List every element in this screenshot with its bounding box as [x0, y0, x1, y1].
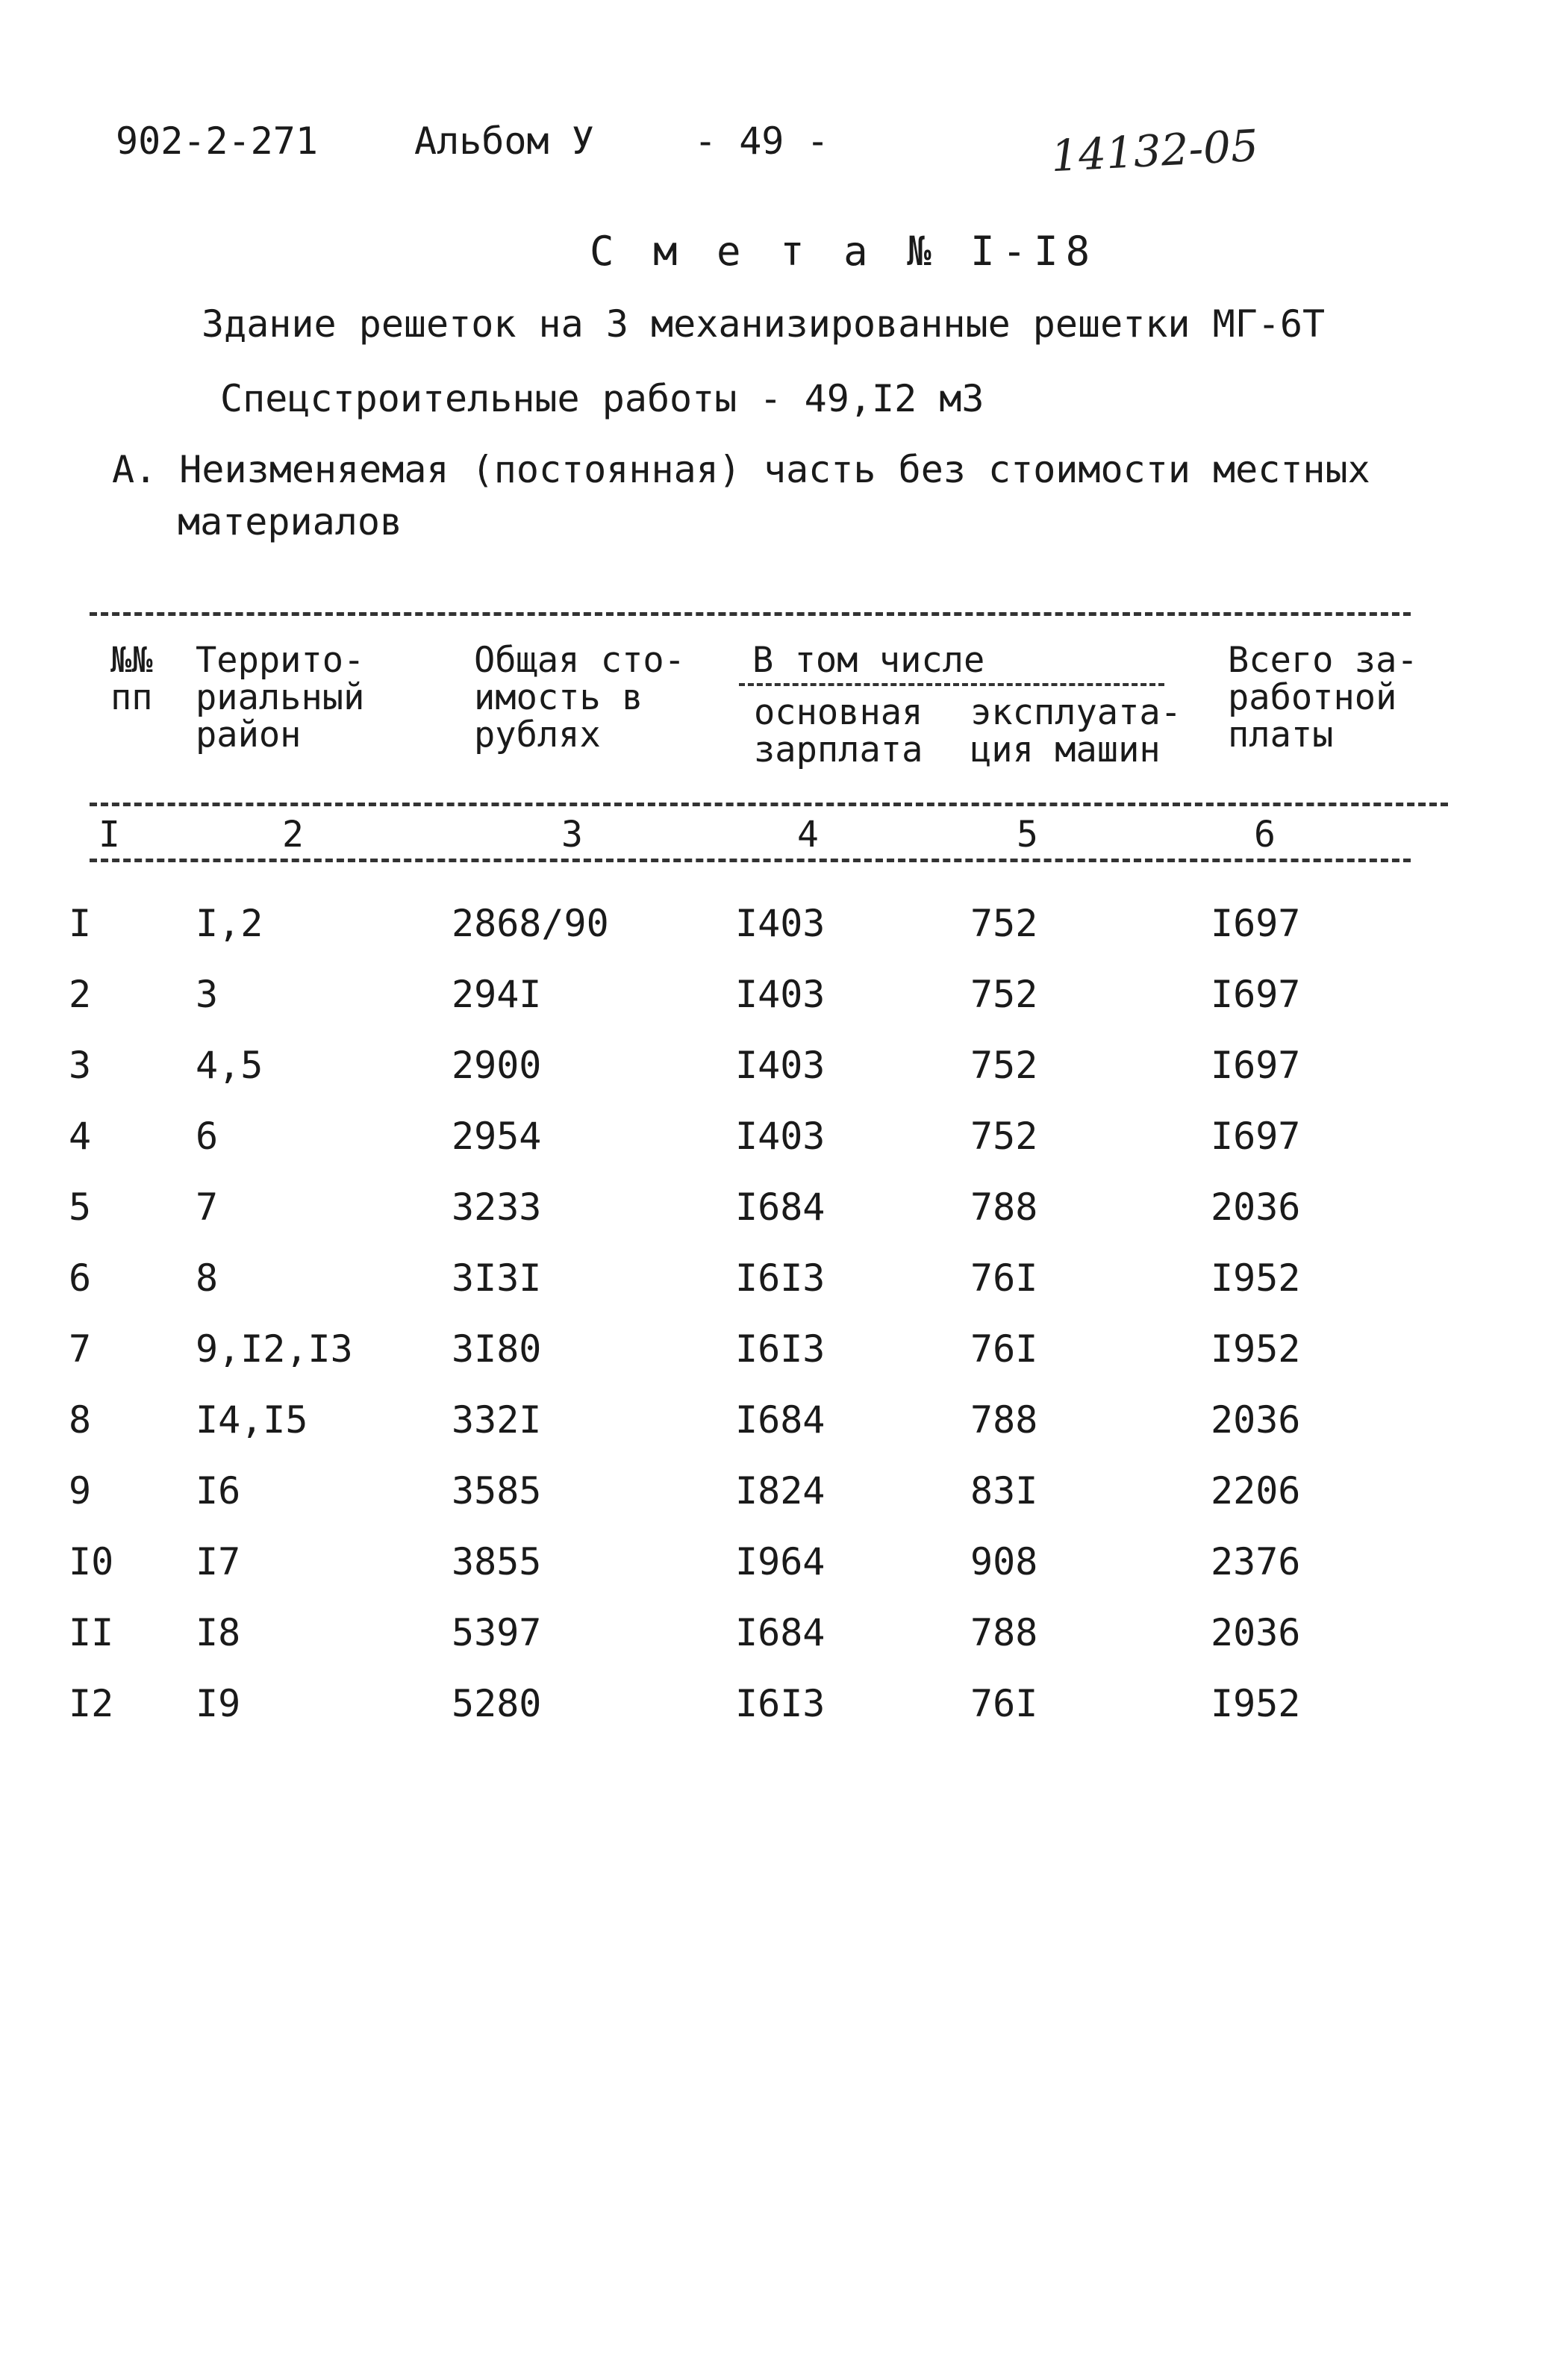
cell-total-wages: I952 — [1211, 1327, 1301, 1371]
cell-machine-operation: 83I — [970, 1469, 1038, 1513]
cell-row-number: 3 — [69, 1044, 92, 1087]
cell-total-wages: I952 — [1211, 1682, 1301, 1725]
cell-base-salary: I964 — [735, 1540, 826, 1583]
cell-total-cost: 3233 — [452, 1186, 542, 1229]
cell-region: I7 — [196, 1540, 241, 1583]
handwritten-code: 14132-05 — [1049, 119, 1260, 182]
cell-total-wages: I697 — [1211, 902, 1301, 945]
cell-base-salary: I6I3 — [735, 1327, 826, 1371]
table-top-rule — [90, 612, 1411, 616]
cell-total-cost: 3585 — [452, 1469, 542, 1513]
cell-total-wages: I697 — [1211, 973, 1301, 1016]
header-col-number: №№ пп — [110, 640, 153, 718]
header-col-total-wages: Всего за- работной платы — [1228, 640, 1418, 756]
column-number-4: 4 — [797, 814, 819, 856]
cell-total-cost: 294I — [452, 973, 542, 1016]
cell-machine-operation: 908 — [970, 1540, 1038, 1583]
cell-total-cost: 5397 — [452, 1611, 542, 1654]
cell-machine-operation: 788 — [970, 1398, 1038, 1442]
page-number: - 49 - — [694, 119, 829, 163]
section-heading-cont: материалов — [178, 500, 403, 543]
cell-base-salary: I6I3 — [735, 1682, 826, 1725]
header-col-total-cost: Общая сто- имость в рублях — [474, 640, 685, 756]
header-bottom-rule — [90, 803, 1448, 806]
cell-base-salary: I403 — [735, 973, 826, 1016]
cell-region: I4,I5 — [196, 1398, 308, 1442]
cell-machine-operation: 752 — [970, 1044, 1038, 1087]
cell-total-wages: 2036 — [1211, 1398, 1301, 1442]
cell-row-number: 9 — [69, 1469, 92, 1513]
header-group-including: В том числе — [752, 640, 985, 681]
cell-total-cost: 2954 — [452, 1115, 542, 1158]
header-col-base-salary: основная зарплата — [754, 692, 923, 770]
cell-row-number: I — [69, 902, 92, 945]
cell-machine-operation: 788 — [970, 1611, 1038, 1654]
cell-region: 6 — [196, 1115, 219, 1158]
column-number-1: I — [99, 814, 120, 856]
cell-base-salary: I403 — [735, 1115, 826, 1158]
cell-region: I,2 — [196, 902, 263, 945]
cell-row-number: I2 — [69, 1682, 114, 1725]
column-numbers-rule — [90, 859, 1411, 862]
cell-row-number: 7 — [69, 1327, 92, 1371]
cell-region: 9,I2,I3 — [196, 1327, 353, 1371]
cell-base-salary: I403 — [735, 1044, 826, 1087]
cell-total-cost: 3I3I — [452, 1256, 542, 1300]
cell-total-cost: 5280 — [452, 1682, 542, 1725]
cell-region: 8 — [196, 1256, 219, 1300]
building-description: Здание решеток на 3 механизированные решетки МГ-6Т — [202, 302, 1326, 346]
cell-row-number: II — [69, 1611, 114, 1654]
cell-base-salary: I403 — [735, 902, 826, 945]
column-number-5: 5 — [1017, 814, 1038, 856]
cell-base-salary: I824 — [735, 1469, 826, 1513]
cell-base-salary: I684 — [735, 1611, 826, 1654]
cell-base-salary: I684 — [735, 1186, 826, 1229]
column-number-6: 6 — [1254, 814, 1276, 856]
cell-total-wages: 2036 — [1211, 1611, 1301, 1654]
cell-machine-operation: 76I — [970, 1327, 1038, 1371]
cell-row-number: I0 — [69, 1540, 114, 1583]
cell-total-wages: I697 — [1211, 1115, 1301, 1158]
column-number-2: 2 — [282, 814, 304, 856]
cell-machine-operation: 752 — [970, 1115, 1038, 1158]
group-underline — [739, 683, 1164, 686]
cell-total-wages: I697 — [1211, 1044, 1301, 1087]
album-label: Альбом У — [414, 119, 594, 163]
section-heading: А. Неизменяемая (постоянная) часть без стоимости местных — [112, 448, 1370, 491]
cell-row-number: 4 — [69, 1115, 92, 1158]
cell-machine-operation: 76I — [970, 1256, 1038, 1300]
cell-total-cost: 332I — [452, 1398, 542, 1442]
cell-total-cost: 2868/90 — [452, 902, 609, 945]
cell-total-wages: 2376 — [1211, 1540, 1301, 1583]
header-col-machine-operation: эксплуата- ция машин — [970, 692, 1182, 770]
works-description: Спецстроительные работы - 49,I2 м3 — [220, 377, 984, 420]
cell-machine-operation: 752 — [970, 973, 1038, 1016]
cell-region: I9 — [196, 1682, 241, 1725]
column-number-3: 3 — [561, 814, 583, 856]
cell-machine-operation: 76I — [970, 1682, 1038, 1725]
cell-base-salary: I6I3 — [735, 1256, 826, 1300]
estimate-title: С м е т а № I-I8 — [590, 228, 1098, 275]
cell-row-number: 5 — [69, 1186, 92, 1229]
cell-region: 7 — [196, 1186, 219, 1229]
cell-total-wages: 2036 — [1211, 1186, 1301, 1229]
document-code: 902-2-271 — [116, 119, 318, 163]
cell-region: 4,5 — [196, 1044, 263, 1087]
cell-total-wages: 2206 — [1211, 1469, 1301, 1513]
cell-region: 3 — [196, 973, 219, 1016]
cell-machine-operation: 752 — [970, 902, 1038, 945]
cell-total-cost: 3855 — [452, 1540, 542, 1583]
cell-row-number: 2 — [69, 973, 92, 1016]
cell-machine-operation: 788 — [970, 1186, 1038, 1229]
cell-region: I8 — [196, 1611, 241, 1654]
cell-base-salary: I684 — [735, 1398, 826, 1442]
cell-total-cost: 2900 — [452, 1044, 542, 1087]
cell-total-wages: I952 — [1211, 1256, 1301, 1300]
cell-total-cost: 3I80 — [452, 1327, 542, 1371]
cell-row-number: 8 — [69, 1398, 92, 1442]
cell-row-number: 6 — [69, 1256, 92, 1300]
header-col-region: Террито- риальный район — [196, 640, 365, 756]
cell-region: I6 — [196, 1469, 241, 1513]
